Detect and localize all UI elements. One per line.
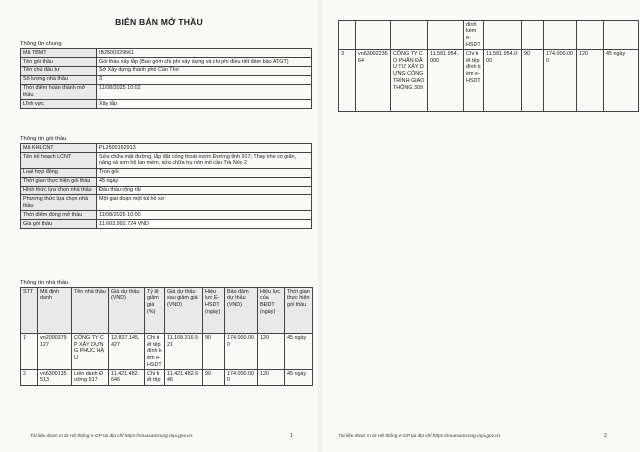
table-cell: 11.581.954.000 — [484, 50, 522, 112]
table-cell: 45 ngày — [285, 334, 313, 370]
info-label: Tên gói thầu — [21, 57, 97, 66]
info-row — [21, 168, 312, 177]
footer-note-2: Tài liệu được in từ Hệ thống e-GP tại địa chỉ https://muasamcong.mpi.gov.vn. — [338, 434, 502, 439]
table-cell: 1 — [21, 334, 38, 370]
info-value: 11.603.992.724 VND — [97, 220, 312, 229]
table-cell — [484, 21, 522, 50]
table-cell: 12.837.145.427 — [109, 334, 145, 370]
table-cell: Liên danh Đường 917 — [72, 370, 109, 386]
info-label: Mã KHLCNT — [21, 144, 97, 153]
info-value: Trọn gói — [97, 168, 312, 177]
table-row — [21, 334, 313, 370]
info-label: Thời gian thực hiện gói thầu — [21, 177, 97, 186]
info-row — [21, 66, 312, 75]
table-cell: 90 — [522, 50, 544, 112]
column-header: Thời gian thực hiện gói thầu — [285, 288, 313, 334]
column-header: Tỷ lệ giảm giá (%) — [145, 288, 165, 334]
table-cell: 45 ngày — [285, 370, 313, 386]
info-row — [21, 144, 312, 153]
package-heading: Thông tin gói thầu — [20, 136, 67, 142]
info-label: Lĩnh vực — [21, 100, 97, 109]
info-row — [21, 195, 312, 211]
bidders-heading: Thông tin nhà thầu — [20, 280, 69, 286]
column-header: Giá dự thầu (VND) — [109, 288, 145, 334]
column-header: Giá dự thầu sau giảm giá (VND) — [165, 288, 203, 334]
info-value: Sửa chữa mặt đường, lắp đặt cống thoát nước Đường tỉnh 917; Thay khe co giãn, nâng và sơn hộ lan mềm, sửa chữa trụ nón mố cầu Trà Nóc 2 — [97, 152, 312, 168]
table-cell: vn6300135513 — [38, 370, 72, 386]
page-1 — [0, 0, 318, 452]
table-cell: 120 — [577, 50, 604, 112]
info-row — [21, 211, 312, 220]
info-label: Phương thức lựa chọn nhà thầu — [21, 195, 97, 211]
info-row — [21, 220, 312, 229]
info-row — [21, 84, 312, 100]
info-row — [21, 49, 312, 58]
bidders-table-continued — [338, 20, 639, 112]
table-cell: 2 — [21, 370, 38, 386]
page-number-2: 2 — [604, 433, 607, 439]
info-label: Số lượng nhà thầu — [21, 75, 97, 84]
info-row — [21, 100, 312, 109]
table-cell: Chi tiết tệp — [145, 370, 165, 386]
info-row — [21, 177, 312, 186]
info-value: 45 ngày — [97, 177, 312, 186]
info-value: IB2500329661 — [97, 49, 312, 58]
table-cell — [339, 21, 356, 50]
info-row — [21, 186, 312, 195]
column-header: STT — [21, 288, 38, 334]
column-header: Bảo đảm dự thầu (VND) — [225, 288, 258, 334]
continued-row — [339, 21, 639, 50]
table-cell — [428, 21, 464, 50]
table-cell: 11.581.954.000 — [428, 50, 464, 112]
table-cell: 90 — [203, 370, 225, 386]
column-header: Mã định danh — [38, 288, 72, 334]
page-number: 1 — [290, 433, 293, 439]
table-cell: Chi tiết tệp đính kèm e-HSDT — [145, 334, 165, 370]
table-cell: vn2000379127 — [38, 334, 72, 370]
table-cell — [391, 21, 428, 50]
table-cell: 90 — [203, 334, 225, 370]
info-row — [21, 75, 312, 84]
info-label: Mã TBMT — [21, 49, 97, 58]
table-cell: 120 — [258, 334, 285, 370]
table-cell: CÔNG TY CP XÂY DỰNG PHÚC HẬU — [72, 334, 109, 370]
table-cell: 11.168.316.521 — [165, 334, 203, 370]
table-row — [339, 50, 639, 112]
info-label: Hình thức lựa chọn nhà thầu — [21, 186, 97, 195]
table-cell — [604, 21, 639, 50]
table-cell: 45 ngày — [604, 50, 639, 112]
info-value: Đấu thầu rộng rãi — [97, 186, 312, 195]
table-cell: Chi tiết tệp đính kèm e-HSDT — [464, 50, 484, 112]
table-cell: 174.000.000 — [225, 334, 258, 370]
table-row — [21, 370, 313, 386]
table-cell: CÔNG TY CỔ PHẦN ĐẦU TƯ XÂY DỰNG CÔNG TRÌNH GIAO THÔNG 309 — [391, 50, 428, 112]
document-title: BIÊN BẢN MỞ THẦU — [115, 17, 203, 27]
table-cell: 11.421.482.646 — [109, 370, 145, 386]
general-table — [20, 48, 312, 109]
table-cell: 3 — [339, 50, 356, 112]
table-cell: 174.000.000 — [225, 370, 258, 386]
table-cell: 174.000.000 — [544, 50, 577, 112]
info-value: PL2500162913 — [97, 144, 312, 153]
info-row — [21, 152, 312, 168]
info-label: Tên chủ đầu tư — [21, 66, 97, 75]
package-table — [20, 143, 312, 229]
table-cell — [522, 21, 544, 50]
info-value: Sở Xây dựng thành phố Cần Thơ — [97, 66, 312, 75]
table-cell: đính kèm e-HSDT — [464, 21, 484, 50]
page-2 — [322, 0, 640, 452]
info-row — [21, 57, 312, 66]
table-cell — [356, 21, 391, 50]
info-label: Giá gói thầu — [21, 220, 97, 229]
info-label: Loại hợp đồng — [21, 168, 97, 177]
info-label: Tên kế hoạch LCNT — [21, 152, 97, 168]
info-value: 11/08/2025 10:00 — [97, 211, 312, 220]
table-cell — [544, 21, 577, 50]
column-header: Hiệu lực của BĐDT (ngày) — [258, 288, 285, 334]
column-header: Hiệu lực E-HSDT (ngày) — [203, 288, 225, 334]
table-cell: vn6300223664 — [356, 50, 391, 112]
bidders-table — [20, 287, 313, 386]
column-header: Tên nhà thầu — [72, 288, 109, 334]
info-value: 11/08/2025 10:02 — [97, 84, 312, 100]
info-label: Thời điểm đóng mở thầu — [21, 211, 97, 220]
footer-note: Tài liệu được in từ Hệ thống e-GP tại địa chỉ https://muasamcong.mpi.gov.vn. — [30, 434, 194, 439]
info-value: 3 — [97, 75, 312, 84]
table-cell — [577, 21, 604, 50]
table-cell: 120 — [258, 370, 285, 386]
general-heading: Thông tin chung — [20, 41, 62, 47]
table-cell: 11.421.482.646 — [165, 370, 203, 386]
info-value: Gói thầu xây lắp (Bao gồm chi phí xây dựng và chi phí điều tiết đảm bảo ATGT) — [97, 57, 312, 66]
info-label: Thời điểm hoàn thành mở thầu — [21, 84, 97, 100]
info-value: Xây lắp — [97, 100, 312, 109]
info-value: Một giai đoạn một túi hồ sơ — [97, 195, 312, 211]
